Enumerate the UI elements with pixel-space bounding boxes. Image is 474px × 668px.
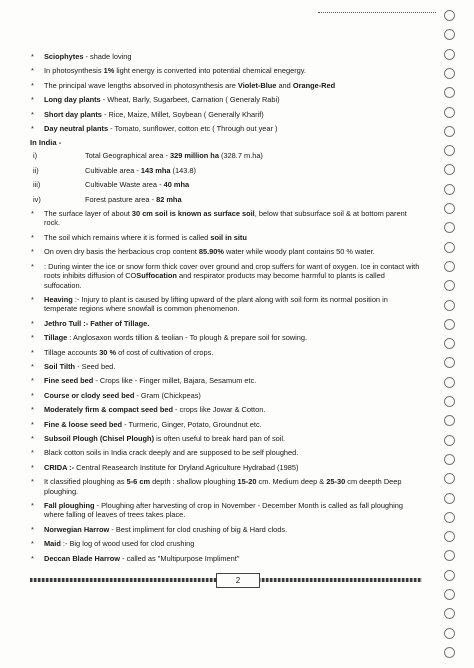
binding-ring-icon <box>444 454 455 465</box>
bullet-icon: * <box>31 553 34 563</box>
note-text: Black cotton soils in India crack deeply and are supposed to be self ploughed. <box>44 448 299 458</box>
notes-list-top <box>30 52 422 133</box>
note-item <box>30 233 422 242</box>
row-text: Cultivable area - <box>85 165 141 175</box>
note-text: On oven dry basis the herbacious crop content <box>44 247 199 257</box>
note-text: - Wheat, Barly, Sugarbeet, Carnation ( Generaly Rabi) <box>100 95 280 105</box>
row-text: Forest pasture area - <box>85 194 157 204</box>
note-item <box>30 501 422 520</box>
india-stat-row <box>30 180 422 189</box>
note-item <box>30 420 422 429</box>
india-stat-row <box>30 195 422 204</box>
binding-ring-icon <box>444 49 455 60</box>
bullet-icon: * <box>31 232 34 242</box>
note-text: Tillage accounts <box>44 347 100 357</box>
binding-ring-icon <box>444 647 455 658</box>
note-text: cm. Medium deep & <box>256 477 327 487</box>
binding-ring-icon <box>444 377 455 388</box>
note-item <box>30 405 422 414</box>
bullet-icon: * <box>31 124 34 134</box>
binding-ring-icon <box>444 531 455 542</box>
note-text: - Rice, Maize, Millet, Soybean ( Generally Kharif) <box>101 109 264 119</box>
note-text: of cost of cultivation of crops. <box>116 347 214 357</box>
note-term: Soil Tilth <box>44 361 76 371</box>
spiral-binding <box>438 4 462 664</box>
note-term: 25-30 <box>326 477 346 487</box>
note-text: Central Reasearch Institute for Dryland Agriculture Hydrabad (1985) <box>74 462 299 472</box>
binding-ring-icon <box>444 608 455 619</box>
note-term: Fine seed bed <box>44 376 94 386</box>
binding-ring-icon <box>444 68 455 79</box>
note-term: Violet-Blue <box>237 80 277 90</box>
row-value: 329 million ha <box>170 151 219 161</box>
note-term: Long day plants <box>44 95 101 105</box>
bullet-icon: * <box>31 66 34 76</box>
note-term: 1% <box>103 66 115 76</box>
note-term: 30 % <box>99 347 117 357</box>
bullet-icon: * <box>31 109 34 119</box>
row-body <box>85 180 189 189</box>
note-item <box>30 295 422 314</box>
row-text: (143.8) <box>170 165 196 175</box>
binding-ring-icon <box>444 280 455 291</box>
bullet-icon: * <box>31 333 34 343</box>
note-term: Orange-Red <box>292 80 336 90</box>
note-text: The surface layer of about <box>44 209 132 219</box>
bullet-icon: * <box>31 419 34 429</box>
note-term: 30 cm soil is known as surface soil <box>131 209 255 219</box>
note-text: - Ploughing after harvesting of crop in November - December Month is called as fall ploughing where falling of leaves of trees takes place. <box>44 501 404 520</box>
note-item <box>30 209 422 228</box>
note-term: Fine & loose seed bed <box>44 419 123 429</box>
note-term: soil in situ <box>210 232 247 242</box>
binding-ring-icon <box>444 338 455 349</box>
note-term: Short day plants <box>44 109 102 119</box>
binding-ring-icon <box>444 570 455 581</box>
bullet-icon: * <box>31 462 34 472</box>
bullet-icon: * <box>31 209 34 219</box>
binding-ring-icon <box>444 415 455 426</box>
binding-ring-icon <box>444 493 455 504</box>
note-text: - called as "Multipurpose Impliment" <box>120 553 240 563</box>
section-heading-india: In India - <box>30 138 62 148</box>
notes-content <box>30 52 422 568</box>
note-term: CRIDA :- <box>44 462 75 472</box>
note-text: and respirator products may become harmful to plants is called suffocation. <box>44 271 385 290</box>
note-text: is often useful to break hard pan of soil. <box>154 433 286 443</box>
row-body <box>85 166 196 175</box>
note-item <box>30 477 422 496</box>
bullet-icon: * <box>31 52 34 61</box>
binding-ring-icon <box>444 550 455 561</box>
note-text: In photosynthesis <box>44 66 104 76</box>
note-item <box>30 333 422 342</box>
bullet-icon: * <box>31 247 34 257</box>
top-dotted-line <box>318 12 436 13</box>
note-term: 5-6 cm <box>126 477 151 487</box>
page-footer <box>30 573 422 587</box>
note-item <box>30 463 422 472</box>
binding-ring-icon <box>444 164 455 175</box>
binding-ring-icon <box>444 29 455 40</box>
note-text: , below that subsurface soil & at bottom parent rock. <box>44 209 407 228</box>
binding-ring-icon <box>444 473 455 484</box>
india-stat-row <box>30 151 422 160</box>
note-text: - Crops like - Finger millet, Bajara, Sesamum etc. <box>93 376 257 386</box>
note-item <box>30 262 422 290</box>
binding-ring-icon <box>444 87 455 98</box>
binding-ring-icon <box>444 357 455 368</box>
row-body <box>85 195 182 204</box>
binding-ring-icon <box>444 222 455 233</box>
note-text: and <box>276 80 293 90</box>
note-term: Suffocation <box>136 271 177 281</box>
note-term: Jethro Tull :- Father of Tillage. <box>44 318 150 328</box>
note-text: - shade loving <box>83 52 132 61</box>
note-term: Fall ploughing <box>44 501 95 510</box>
note-item <box>30 539 422 548</box>
note-text: :- Big log of wood used for clod crushing <box>60 539 195 549</box>
note-term: Heaving <box>44 294 73 304</box>
note-term: Maid <box>44 539 61 549</box>
note-text: - Gram (Chickpeas) <box>134 390 201 400</box>
note-item <box>30 52 422 61</box>
note-item <box>30 525 422 534</box>
note-term: Tillage <box>44 333 68 343</box>
binding-ring-icon <box>444 184 455 195</box>
binding-ring-icon <box>444 145 455 156</box>
binding-ring-icon <box>444 203 455 214</box>
note-item <box>30 362 422 371</box>
note-term: 85.90% <box>198 247 224 257</box>
bullet-icon: * <box>31 539 34 549</box>
binding-ring-icon <box>444 107 455 118</box>
binding-ring-icon <box>444 435 455 446</box>
binding-ring-icon <box>444 300 455 311</box>
bullet-icon: * <box>31 261 34 271</box>
note-text: - crops like Jowar & Cotton. <box>172 405 266 415</box>
binding-ring-icon <box>444 319 455 330</box>
note-item <box>30 319 422 328</box>
binding-ring-icon <box>444 628 455 639</box>
row-number: ii) <box>33 165 39 175</box>
bullet-icon: * <box>31 294 34 304</box>
note-term: Day neutral plants <box>44 124 109 134</box>
notes-list-bottom <box>30 209 422 563</box>
note-text: - Seed bed. <box>75 361 116 371</box>
note-term: 15-20 <box>237 477 257 487</box>
note-term: Norwegian Harrow <box>44 524 110 534</box>
bullet-icon: * <box>31 347 34 357</box>
note-term: Sciophytes <box>44 52 84 61</box>
bullet-icon: * <box>31 524 34 534</box>
note-item <box>30 247 422 256</box>
note-item <box>30 95 422 104</box>
note-text: :- Injury to plant is caused by lifting upward of the plant along with soil form its normal position in temperate regions where snowfall is common phenomenon. <box>44 294 388 314</box>
note-term: Subsoil Plough (Chisel Plough) <box>44 433 155 443</box>
binding-ring-icon <box>444 396 455 407</box>
note-item <box>30 448 422 457</box>
note-text: - Turmeric, Ginger, Potato, Groundnut etc. <box>122 419 262 429</box>
bullet-icon: * <box>31 433 34 443</box>
binding-ring-icon <box>444 126 455 137</box>
note-item <box>30 348 422 357</box>
note-text: - Tomato, sunflower, cotton etc ( Through out year ) <box>108 124 278 134</box>
note-item <box>30 391 422 400</box>
note-text: The principal wave lengths absorved in photosynthesis are <box>44 80 238 90</box>
bullet-icon: * <box>31 477 34 487</box>
row-text: Total Geographical area - <box>85 151 171 161</box>
row-body <box>85 151 263 160</box>
note-item <box>30 434 422 443</box>
note-item <box>30 110 422 119</box>
note-term: Moderately firm & compact seed bed <box>44 405 173 415</box>
row-text: (328.7 m.ha) <box>218 151 263 161</box>
note-text: depth : shallow ploughing <box>150 477 238 487</box>
note-item <box>30 81 422 90</box>
india-stat-row <box>30 166 422 175</box>
binding-ring-icon <box>444 512 455 523</box>
note-term: Course or clody seed bed <box>44 390 135 400</box>
note-text: - Best impliment for clod crushing of big & Hard clods. <box>109 524 288 534</box>
binding-ring-icon <box>444 589 455 600</box>
page-number: 2 <box>216 573 260 588</box>
binding-ring-icon <box>444 242 455 253</box>
bullet-icon: * <box>31 390 34 400</box>
row-value: 40 mha <box>163 180 190 190</box>
bullet-icon: * <box>31 95 34 105</box>
note-text: It classified ploughing as <box>44 477 127 487</box>
note-item <box>30 554 422 563</box>
note-text: cm deepth Deep ploughing. <box>44 477 402 496</box>
binding-ring-icon <box>444 10 455 21</box>
bullet-icon: * <box>31 376 34 386</box>
bullet-icon: * <box>31 501 34 510</box>
bullet-icon: * <box>31 318 34 328</box>
note-text: water while woody plant contains 50 % water. <box>223 247 375 257</box>
binding-ring-icon <box>444 261 455 272</box>
bullet-icon: * <box>31 361 34 371</box>
note-item <box>30 124 422 133</box>
row-number: i) <box>33 151 38 161</box>
note-item <box>30 66 422 75</box>
bullet-icon: * <box>31 448 34 458</box>
india-stats-list <box>30 151 422 204</box>
note-text: light energy is converted into potential chemical enegergy. <box>114 66 306 76</box>
row-value: 82 mha <box>156 194 182 204</box>
note-term: Deccan Blade Harrow <box>44 553 120 563</box>
note-text: : During winter the ice or snow form thick cover over ground and crop suffers for want of oxygen. Ice in contact with roots inhibits diffusion of CO <box>44 261 420 281</box>
note-item <box>30 376 422 385</box>
bullet-icon: * <box>31 80 34 90</box>
row-text: Cultivable Waste area - <box>85 180 164 190</box>
row-number: iii) <box>33 180 41 190</box>
row-value: 143 mha <box>140 165 171 175</box>
note-text: : Anglosaxon words tillion & teolian - To plough & prepare soil for sowing. <box>67 333 308 343</box>
row-number: iv) <box>33 194 41 204</box>
bullet-icon: * <box>31 405 34 415</box>
note-text: The soil which remains where it is formed is called <box>44 232 211 242</box>
